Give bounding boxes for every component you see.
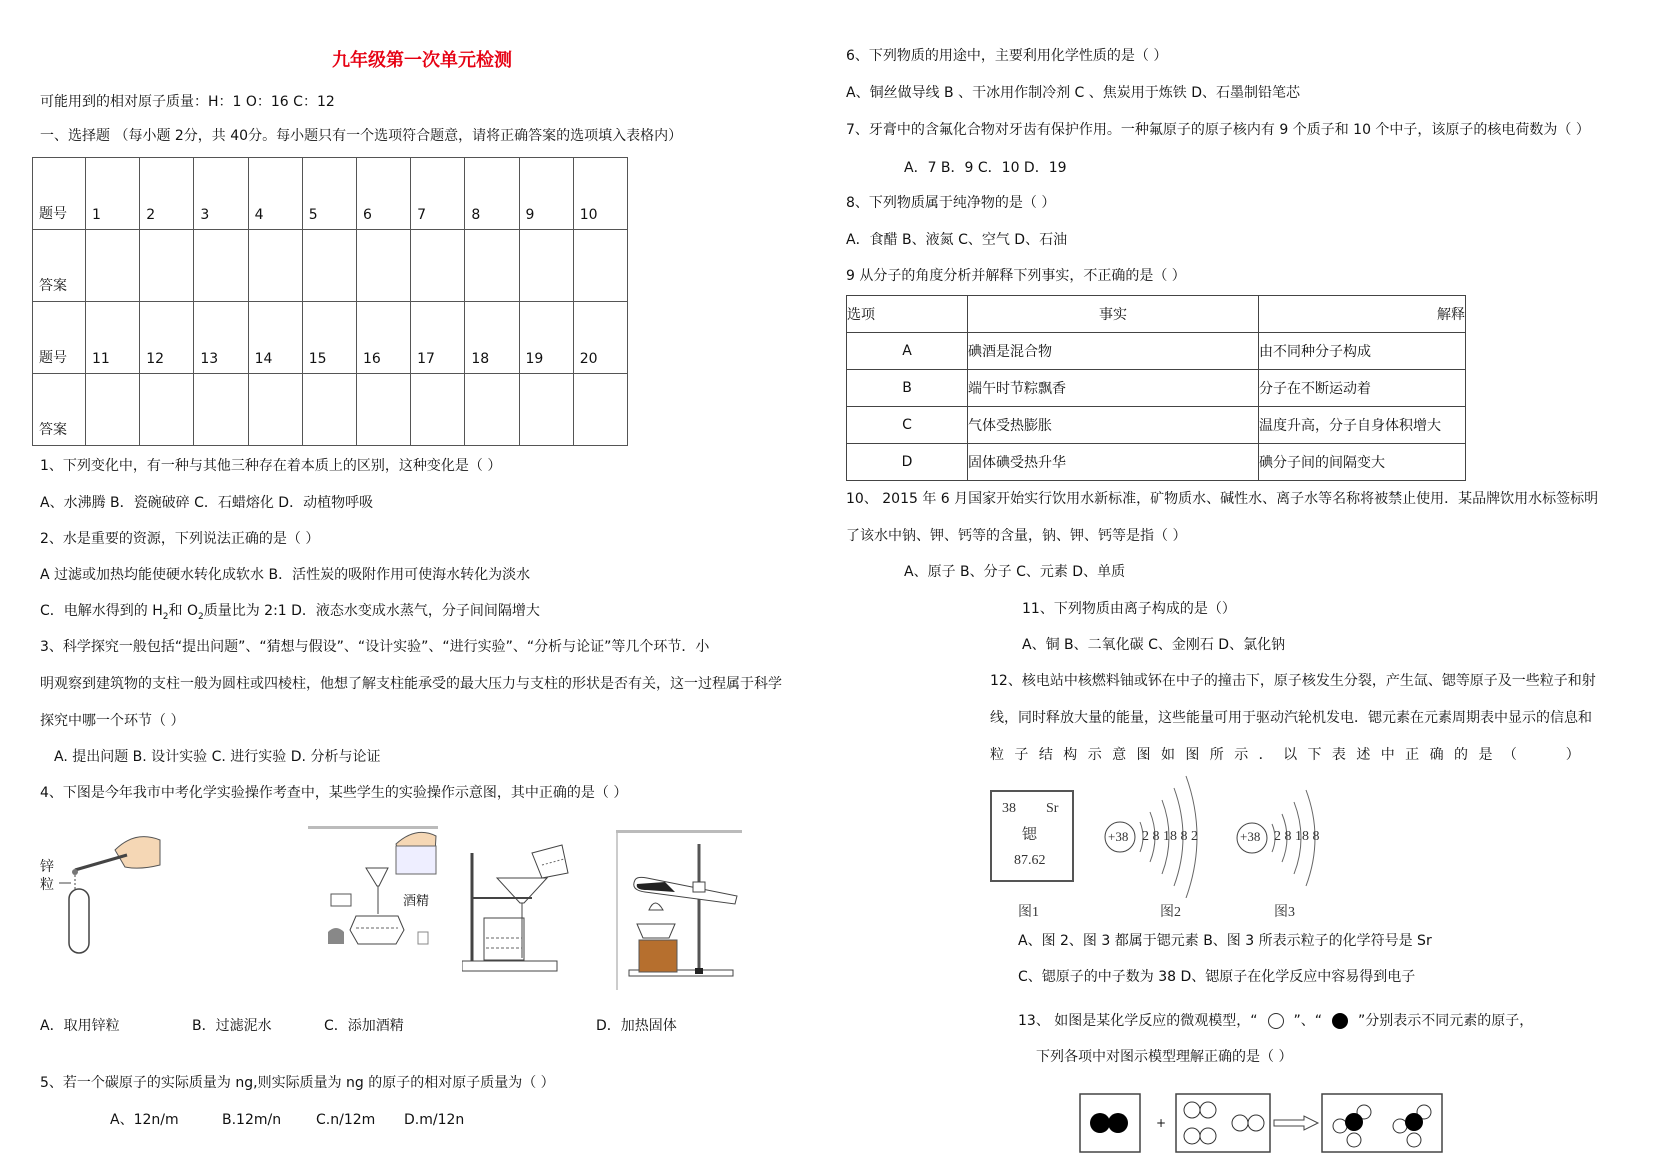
q8-options: A．食醋 B、液氮 C、空气 D、石油 [846,232,1068,248]
explanation-cell: 碘分子间的间隔变大 [1259,444,1466,481]
q2-options-cd [40,604,540,622]
char: 示 [1087,747,1102,763]
figure-take-zinc-icon [55,825,165,955]
q7-options: A．7 B．9 C．10 D．19 [904,160,1067,176]
q11-stem: 11、下列物质由离子构成的是（） [1022,601,1236,617]
zinc-label-char: 粒 [40,877,54,893]
question-number: 17 [411,302,465,374]
table-row [847,444,1466,481]
q2-options-ab: A 过滤或加热均能使硬水转化成软水 B．活性炭的吸附作用可使海水转化为淡水 [40,567,531,583]
q12-line1: 12、核电站中核燃料铀或钚在中子的撞击下，原子核发生分裂，产生氙、锶等原子及一些粒子和射 [990,673,1596,689]
explanation-cell: 分子在不断运动着 [1259,370,1466,407]
char: 确 [1429,747,1444,763]
q3-line1: 3、科学探究一般包括“提出问题”、“猜想与假设”、“设计实验”、“进行实验”、“分析与论证”等几个环节．小 [40,639,710,655]
table-row [847,370,1466,407]
reaction-model-icon [1078,1090,1458,1156]
q4-option-c: C．添加酒精 [324,1018,404,1034]
char: 粒 [990,747,1004,763]
q3-line3: 探究中哪一个环节（ ） [40,713,185,729]
fact-cell: 气体受热膨胀 [968,407,1259,444]
char: 如 [1160,747,1175,763]
product-box [1322,1094,1442,1152]
question-number: 7 [411,158,465,230]
figure-heat-solid-icon [625,840,743,980]
question-number: 1 [86,158,140,230]
atomic-mass-line: 可能用到的相对原子质量：H：1 O：16 C：12 [40,94,335,110]
answer-cell[interactable] [86,374,140,446]
q10-options: A、原子 B、分子 C、元素 D、单质 [904,564,1126,580]
q4-option-a: A．取用锌粒 [40,1018,120,1034]
q3-line2: 明观察到建筑物的支柱一般为圆柱或四棱柱，他想了解支柱能承受的最大压力与支柱的形状是否有关，这一过程属于科学 [40,676,782,692]
fig-label-1: 图1 [1018,905,1039,920]
answer-grid-answer-row-2 [33,374,628,446]
char: 示 [1234,747,1249,763]
answer-cell[interactable] [302,374,356,446]
q10-line2: 了该水中钠、钾、钙等的含量，钠、钾、钙等是指（ ） [846,528,1187,544]
q13-line2: 下列各项中对图示模型理解正确的是（ ） [1036,1049,1293,1065]
char: （ [1502,747,1517,763]
fig2-nucleus: +38 [1108,829,1129,844]
char: 所 [1209,747,1224,763]
q5-option-b: B.12m/n [222,1112,282,1128]
question-number: 10 [573,158,627,230]
answer-grid-question-row-2 [33,302,628,374]
question-number: 12 [140,302,194,374]
q9-table [846,295,1466,481]
question-number: 18 [465,302,519,374]
answer-cell[interactable] [411,230,465,302]
question-number: 3 [194,158,248,230]
q13-stem-suffix: ”分别表示不同元素的原子， [1358,1013,1534,1029]
answer-cell[interactable] [86,230,140,302]
fact-cell: 固体碘受热升华 [968,444,1259,481]
alcohol-label: 酒精 [403,894,430,909]
q13-stem-prefix: 13、 如图是某化学反应的微观模型，“ [1018,1013,1258,1029]
char: 的 [1454,747,1469,763]
answer-cell[interactable] [194,230,248,302]
answer-grid-answer-row-1 [33,230,628,302]
fig-label-3: 图3 [1274,905,1295,920]
question-number: 14 [248,302,302,374]
question-number: 13 [194,302,248,374]
question-number: 20 [573,302,627,374]
row-label: 题号 [33,158,86,230]
fig3-shells: 2 8 18 8 [1274,829,1320,844]
page-title: 九年级第一次单元检测 [332,50,512,71]
q6-stem: 6、下列物质的用途中，主要利用化学性质的是（ ） [846,48,1168,64]
q8-stem: 8、下列物质属于纯净物的是（ ） [846,195,1056,211]
char: 意 [1112,747,1127,763]
q12-options-cd: C、锶原子的中子数为 38 D、锶原子在化学反应中容易得到电子 [1018,969,1416,985]
answer-cell[interactable] [356,374,410,446]
q7-stem: 7、牙膏中的含氟化合物对牙齿有保护作用。一种氟原子的原子核内有 9 个质子和 10 个中子，该原子的核电荷数为（ ） [846,122,1590,138]
explanation-cell: 温度升高，分子自身体积增大 [1259,407,1466,444]
header-fact: 事实 [968,296,1259,333]
question-number: 16 [356,302,410,374]
question-number: 8 [465,158,519,230]
subscript: 2 [162,611,169,622]
answer-cell[interactable] [573,374,627,446]
atomic-number: 38 [1002,801,1016,816]
fact-cell: 碘酒是混合物 [968,333,1259,370]
black-atom-icon [1332,1013,1348,1029]
answer-grid-question-row-1 [33,158,628,230]
q9-table-header [847,296,1466,333]
answer-grid [32,157,628,446]
question-number: 19 [519,302,573,374]
q4-stem: 4、下图是今年我市中考化学实验操作考查中，某些学生的实验操作示意图，其中正确的是（ ） [40,785,628,801]
element-name: 锶 [1022,827,1038,843]
option-cell: A [847,333,968,370]
q9-stem: 9 从分子的角度分析并解释下列事实，不正确的是（ ） [846,268,1186,284]
char: 中 [1380,747,1395,763]
answer-cell[interactable] [519,374,573,446]
fig-label-2: 图2 [1160,905,1181,920]
char: 述 [1356,747,1371,763]
option-cell: C [847,407,968,444]
q5-option-c: C.n/12m [316,1112,376,1128]
explanation-cell: 由不同种分子构成 [1259,333,1466,370]
subscript: 2 [197,611,204,622]
row-label: 答案 [33,230,86,302]
question-number: 9 [519,158,573,230]
answer-cell[interactable] [356,230,410,302]
section-one-heading: 一、选择题 （每小题 2分，共 40分。每小题只有一个选项符合题意，请将正确答案的选项填入表格内） [40,128,683,144]
char: 结 [1038,747,1053,763]
char: ） [1565,747,1580,763]
row-label: 题号 [33,302,86,374]
answer-cell[interactable] [248,374,302,446]
q2-c-prefix: C．电解水得到的 H [40,603,163,619]
q13-stem [1018,1013,1533,1029]
answer-cell[interactable] [465,374,519,446]
answer-cell[interactable] [140,230,194,302]
char: 构 [1063,747,1078,763]
element-card [990,790,1074,882]
question-number: 6 [356,158,410,230]
answer-cell[interactable] [411,374,465,446]
white-atom-icon [1268,1013,1284,1029]
q12-options-ab: A、图 2、图 3 都属于锶元素 B、图 3 所表示粒子的化学符号是 Sr [1018,933,1432,949]
zinc-label [40,860,54,892]
question-number: 2 [140,158,194,230]
fig2-shells: 2 8 18 8 2 [1142,829,1198,844]
figure-frame-line [616,830,618,990]
char: 下 [1307,747,1322,763]
q2-stem: 2、水是重要的资源，下列说法正确的是（ ） [40,531,320,547]
answer-cell[interactable] [573,230,627,302]
char: 正 [1405,747,1420,763]
question-number: 15 [302,302,356,374]
fig3-nucleus: +38 [1240,829,1261,844]
q11-options: A、铜 B、二氧化碳 C、金刚石 D、氯化钠 [1022,637,1286,653]
q2-c-suffix: 质量比为 2:1 D．液态水变成水蒸气，分子间间隔增大 [203,603,540,619]
plus-sign: + [1156,1116,1167,1130]
q5-option-d: D.m/12n [404,1112,465,1128]
q5-option-a: A、12n/m [110,1112,179,1128]
element-symbol: Sr [1046,801,1059,816]
figure-frame-line [616,830,742,833]
answer-cell[interactable] [302,230,356,302]
option-cell: D [847,444,968,481]
table-row [847,407,1466,444]
char: 是 [1478,747,1493,763]
q2-c-mid: 和 O [168,603,198,619]
figure-add-alcohol-icon [326,826,446,946]
char [1527,748,1555,762]
answer-cell[interactable] [194,374,248,446]
char: 图 [1136,747,1151,763]
char: ． [1258,747,1273,763]
char: 图 [1185,747,1200,763]
question-number: 4 [248,158,302,230]
question-number: 11 [86,302,140,374]
row-label: 答案 [33,374,86,446]
answer-cell[interactable] [465,230,519,302]
figure-filtration-icon [462,843,572,973]
fact-cell: 端午时节粽飘香 [968,370,1259,407]
option-cell: B [847,370,968,407]
answer-cell[interactable] [140,374,194,446]
q4-option-b: B．过滤泥水 [192,1018,272,1034]
header-explanation: 解释 [1259,296,1466,333]
q10-line1: 10、 2015 年 6 月国家开始实行饮用水新标准，矿物质水、碱性水、离子水等名称将被禁止使用．某品牌饮用水标签标明 [846,491,1599,507]
q6-options: A、铜丝做导线 B 、干冰用作制冷剂 C 、焦炭用于炼铁 D、石墨制铅笔芯 [846,85,1300,101]
answer-cell[interactable] [248,230,302,302]
q12-line3 [990,748,1580,762]
q1-stem: 1、下列变化中，有一种与其他三种存在着本质上的区别，这种变化是（ ） [40,458,502,474]
q5-stem: 5、若一个碳原子的实际质量为 ng,则实际质量为 ng 的原子的相对原子质量为（ ） [40,1075,555,1091]
header-option: 选项 [847,296,968,333]
q4-option-d: D．加热固体 [596,1018,677,1034]
question-number: 5 [302,158,356,230]
zinc-label-char: 锌 [40,859,54,875]
table-row [847,333,1466,370]
q13-stem-mid: ”、“ [1293,1013,1323,1029]
char: 以 [1283,747,1298,763]
q1-options: A、水沸腾 B．瓷碗破碎 C．石蜡熔化 D．动植物呼吸 [40,495,374,511]
atomic-mass: 87.62 [1014,853,1046,868]
char: 表 [1331,747,1346,763]
q12-line2: 线，同时释放大量的能量，这些能量可用于驱动汽轮机发电．锶元素在元素周期表中显示的信息和 [990,710,1592,726]
q3-options: A. 提出问题 B. 设计实验 C. 进行实验 D. 分析与论证 [54,749,381,765]
char: 子 [1014,747,1029,763]
answer-cell[interactable] [519,230,573,302]
